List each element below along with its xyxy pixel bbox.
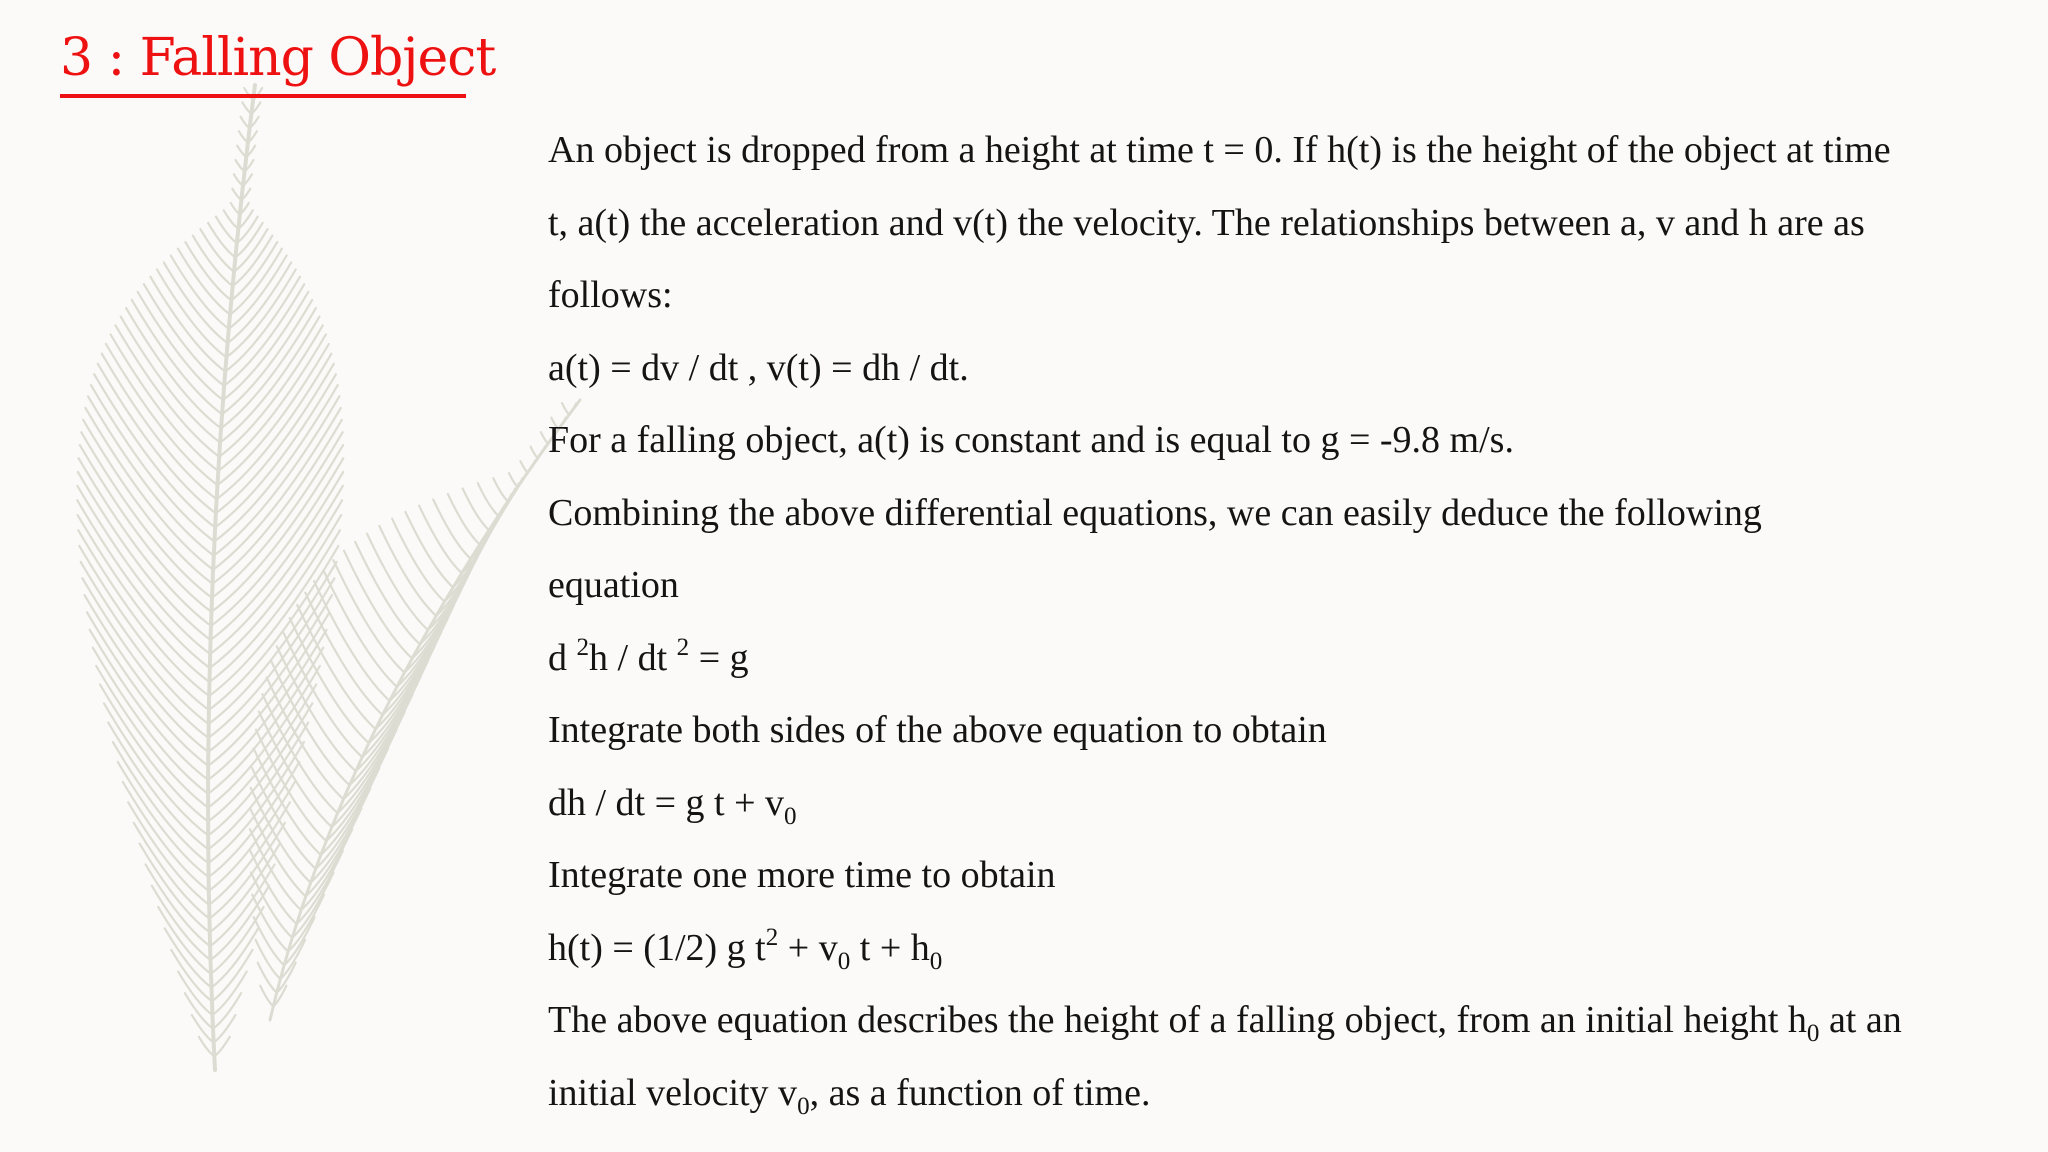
subscript: 0 (784, 802, 797, 830)
feather-barb (241, 117, 250, 128)
subscript: 0 (797, 1092, 810, 1120)
subscript: 0 (1806, 1019, 1820, 1047)
feather-barb (193, 236, 233, 286)
feather-barb (222, 300, 312, 414)
equation-text: dh / dt = g t + v (548, 781, 785, 824)
paragraph-line: Combining the above differential equations, we can easily deduce the following (548, 491, 1762, 534)
feather-barb (118, 762, 209, 877)
paragraph-line: equation (548, 564, 679, 606)
feather-barb (150, 277, 225, 372)
paragraph-text: initial velocity v (548, 1071, 798, 1114)
feather-barb (538, 447, 545, 458)
equation-line: a(t) = dv / dt , v(t) = dh / dt. (548, 346, 969, 389)
paragraph-line (548, 1057, 2048, 1130)
paragraph-line: Integrate both sides of the above equation to obtain (548, 709, 1327, 751)
superscript: 2 (765, 923, 779, 951)
equation-line (548, 912, 2048, 985)
slide-body (548, 114, 2048, 1129)
feather-barb (242, 102, 251, 113)
feather-barb (236, 160, 245, 171)
feather-barb (509, 473, 518, 487)
paragraph-text: , as a function of time. (809, 1071, 1151, 1114)
feather-barb (116, 325, 220, 456)
feather-barb (463, 489, 489, 531)
feather-quill (270, 400, 580, 1020)
paragraph-line: t, a(t) the acceleration and v(t) the velocity. The relationships between a, v and h are as (548, 201, 1865, 244)
feather-barb (518, 473, 527, 487)
feather-barb (520, 461, 527, 472)
feather-barb (152, 886, 211, 960)
feather-barb (260, 986, 273, 1007)
feather-barb (392, 519, 444, 602)
feather-barb (208, 223, 235, 258)
feather-barb (333, 560, 404, 672)
feather-barb (531, 447, 538, 458)
equation-line (548, 767, 2048, 840)
paragraph-text: The above equation describes the height of a falling object, from an initial height h (548, 999, 1807, 1041)
equation-line (548, 622, 2048, 695)
paragraph-line: For a falling object, a(t) is constant and is equal to g = -9.8 m/s. (548, 419, 1514, 461)
superscript: 2 (676, 633, 690, 661)
subscript: 0 (929, 947, 943, 975)
equation-text: = g (689, 636, 749, 679)
subscript: 0 (837, 947, 851, 975)
equation-text: h / dt (589, 636, 677, 679)
equation-text: d (548, 636, 577, 679)
feather-barb (224, 210, 239, 229)
paragraph-line: follows: (548, 274, 673, 316)
feather-barb (111, 335, 219, 471)
feather-barb (228, 262, 292, 343)
feather-barb (433, 500, 470, 559)
feather-barb (290, 618, 369, 743)
superscript: 2 (576, 633, 590, 661)
equation-text: t + h (850, 926, 930, 969)
feather-barb (493, 478, 508, 501)
paragraph-line: An object is dropped from a height at time t = 0. If h(t) is the height of the object at time (548, 129, 1891, 171)
feather-barb (284, 917, 315, 965)
paragraph-text: at an (1819, 999, 1902, 1041)
feather-barb (157, 270, 226, 358)
equation-text: + v (778, 926, 838, 969)
feather-barb (210, 865, 274, 947)
title-underline (60, 94, 466, 98)
feather-barb (528, 461, 535, 472)
feather-barb (478, 483, 498, 515)
equation-text: h(t) = (1/2) g t (548, 926, 766, 969)
feather-barb (146, 865, 211, 947)
slide-title: 3 : Falling Object (60, 28, 496, 88)
paragraph-line (548, 984, 2048, 1057)
feather-barb (229, 256, 287, 329)
paragraph-line: Integrate one more time to obtain (548, 854, 1056, 896)
